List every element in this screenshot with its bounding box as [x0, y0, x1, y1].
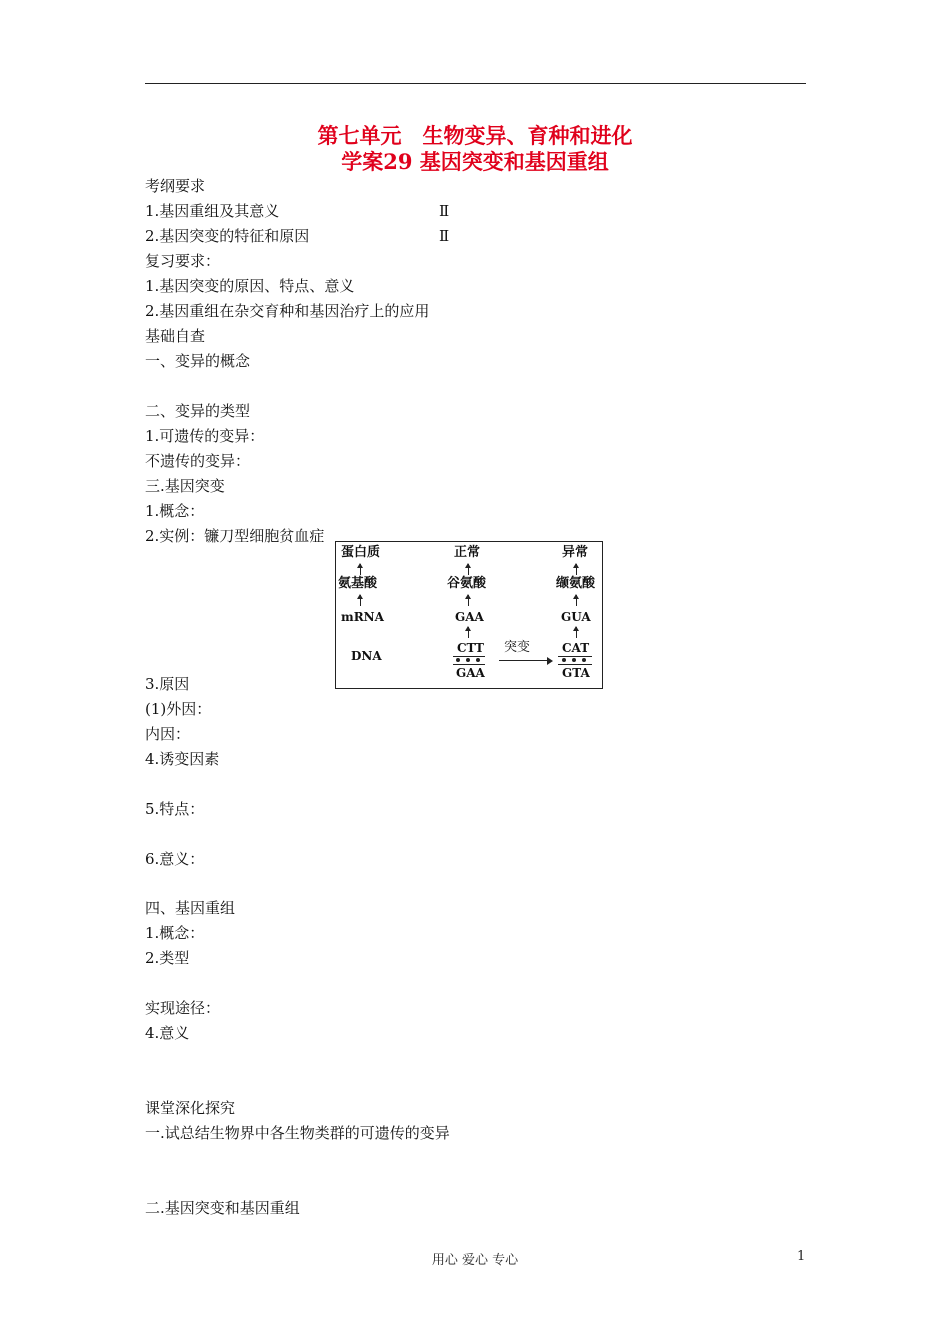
dna-strand-line	[453, 656, 485, 657]
requirement-2-level: Ⅱ	[439, 227, 450, 245]
section-3-item-4: 4.诱变因素	[145, 750, 220, 768]
lesson-title: 学案29 基因突变和基因重组	[341, 149, 609, 174]
up-arrow-icon	[468, 627, 469, 638]
requirement-2: 2.基因突变的特征和原因	[145, 227, 310, 245]
section-2-item-2: 不遗传的变异：	[145, 452, 251, 470]
section-3-item-5: 5.特点：	[145, 800, 205, 818]
section-4-item-2: 2.类型	[145, 949, 190, 967]
header-rule	[145, 83, 806, 84]
internal-cause: 内因：	[145, 725, 191, 743]
figure-label-codon-mutant: GUA	[561, 610, 591, 624]
up-arrow-icon	[576, 595, 577, 606]
figure-label-dna-top-normal: CTT	[457, 641, 484, 655]
base-pair-dot	[562, 658, 566, 662]
section-3: 三.基因突变	[145, 477, 225, 495]
section-2: 二、变异的类型	[145, 402, 251, 420]
section-4-item-1: 1.概念：	[145, 924, 205, 942]
dna-strand-line	[558, 656, 592, 657]
basics-heading: 基础自查	[145, 327, 206, 345]
question-2: 二.基因突变和基因重组	[145, 1199, 300, 1217]
base-pair-dot	[466, 658, 470, 662]
figure-label-dna-top-mutant: CAT	[562, 641, 590, 655]
base-pair-dot	[572, 658, 576, 662]
up-arrow-icon	[468, 595, 469, 606]
base-pair-dot	[582, 658, 586, 662]
review-item-1: 1.基因突变的原因、特点、意义	[145, 277, 355, 295]
section-2-item-1: 1.可遗传的变异：	[145, 427, 265, 445]
section-3-item-3: 3.原因	[145, 675, 190, 693]
sickle-cell-figure	[335, 541, 603, 689]
section-3-item-6: 6.意义：	[145, 850, 205, 868]
section-4-item-3: 实现途径：	[145, 999, 221, 1017]
requirement-1-level: Ⅱ	[439, 202, 450, 220]
unit-title: 第七单元 生物变异、育种和进化	[317, 123, 633, 148]
requirement-1: 1.基因重组及其意义	[145, 202, 280, 220]
base-pair-dot	[476, 658, 480, 662]
external-cause: (1)外因：	[145, 700, 212, 718]
classroom-heading: 课堂深化探究	[145, 1099, 236, 1117]
figure-label-codon-normal: GAA	[455, 610, 484, 624]
syllabus-heading: 考纲要求	[145, 177, 206, 195]
figure-label-abnormal: 异常	[562, 545, 589, 560]
figure-label-mrna: mRNA	[341, 610, 384, 624]
question-1: 一.试总结生物界中各生物类群的可遗传的变异	[145, 1124, 450, 1142]
up-arrow-icon	[468, 564, 469, 575]
figure-label-dna-bottom-mutant: GTA	[562, 666, 590, 680]
up-arrow-icon	[360, 564, 361, 575]
page-number: 1	[797, 1249, 806, 1264]
review-heading: 复习要求：	[145, 252, 221, 270]
figure-label-mutation: 突变	[504, 640, 531, 655]
figure-label-amino-acid: 氨基酸	[338, 576, 378, 591]
figure-label-protein: 蛋白质	[341, 545, 381, 560]
figure-label-glutamic-acid: 谷氨酸	[447, 576, 487, 591]
mutation-arrow-icon	[499, 660, 551, 661]
section-3-item-1: 1.概念：	[145, 502, 205, 520]
section-3-item-2: 2.实例：镰刀型细胞贫血症	[145, 527, 325, 545]
figure-label-dna-bottom-normal: GAA	[456, 666, 485, 680]
footer-slogan: 用心 爱心 专心	[431, 1253, 519, 1268]
base-pair-dot	[456, 658, 460, 662]
section-4-item-4: 4.意义	[145, 1024, 190, 1042]
figure-label-normal: 正常	[454, 545, 481, 560]
figure-label-dna: DNA	[351, 649, 382, 663]
section-1: 一、变异的概念	[145, 352, 251, 370]
up-arrow-icon	[576, 564, 577, 575]
review-item-2: 2.基因重组在杂交育种和基因治疗上的应用	[145, 302, 430, 320]
section-4: 四、基因重组	[145, 899, 236, 917]
figure-label-valine: 缬氨酸	[556, 576, 596, 591]
up-arrow-icon	[576, 627, 577, 638]
up-arrow-icon	[360, 595, 361, 606]
